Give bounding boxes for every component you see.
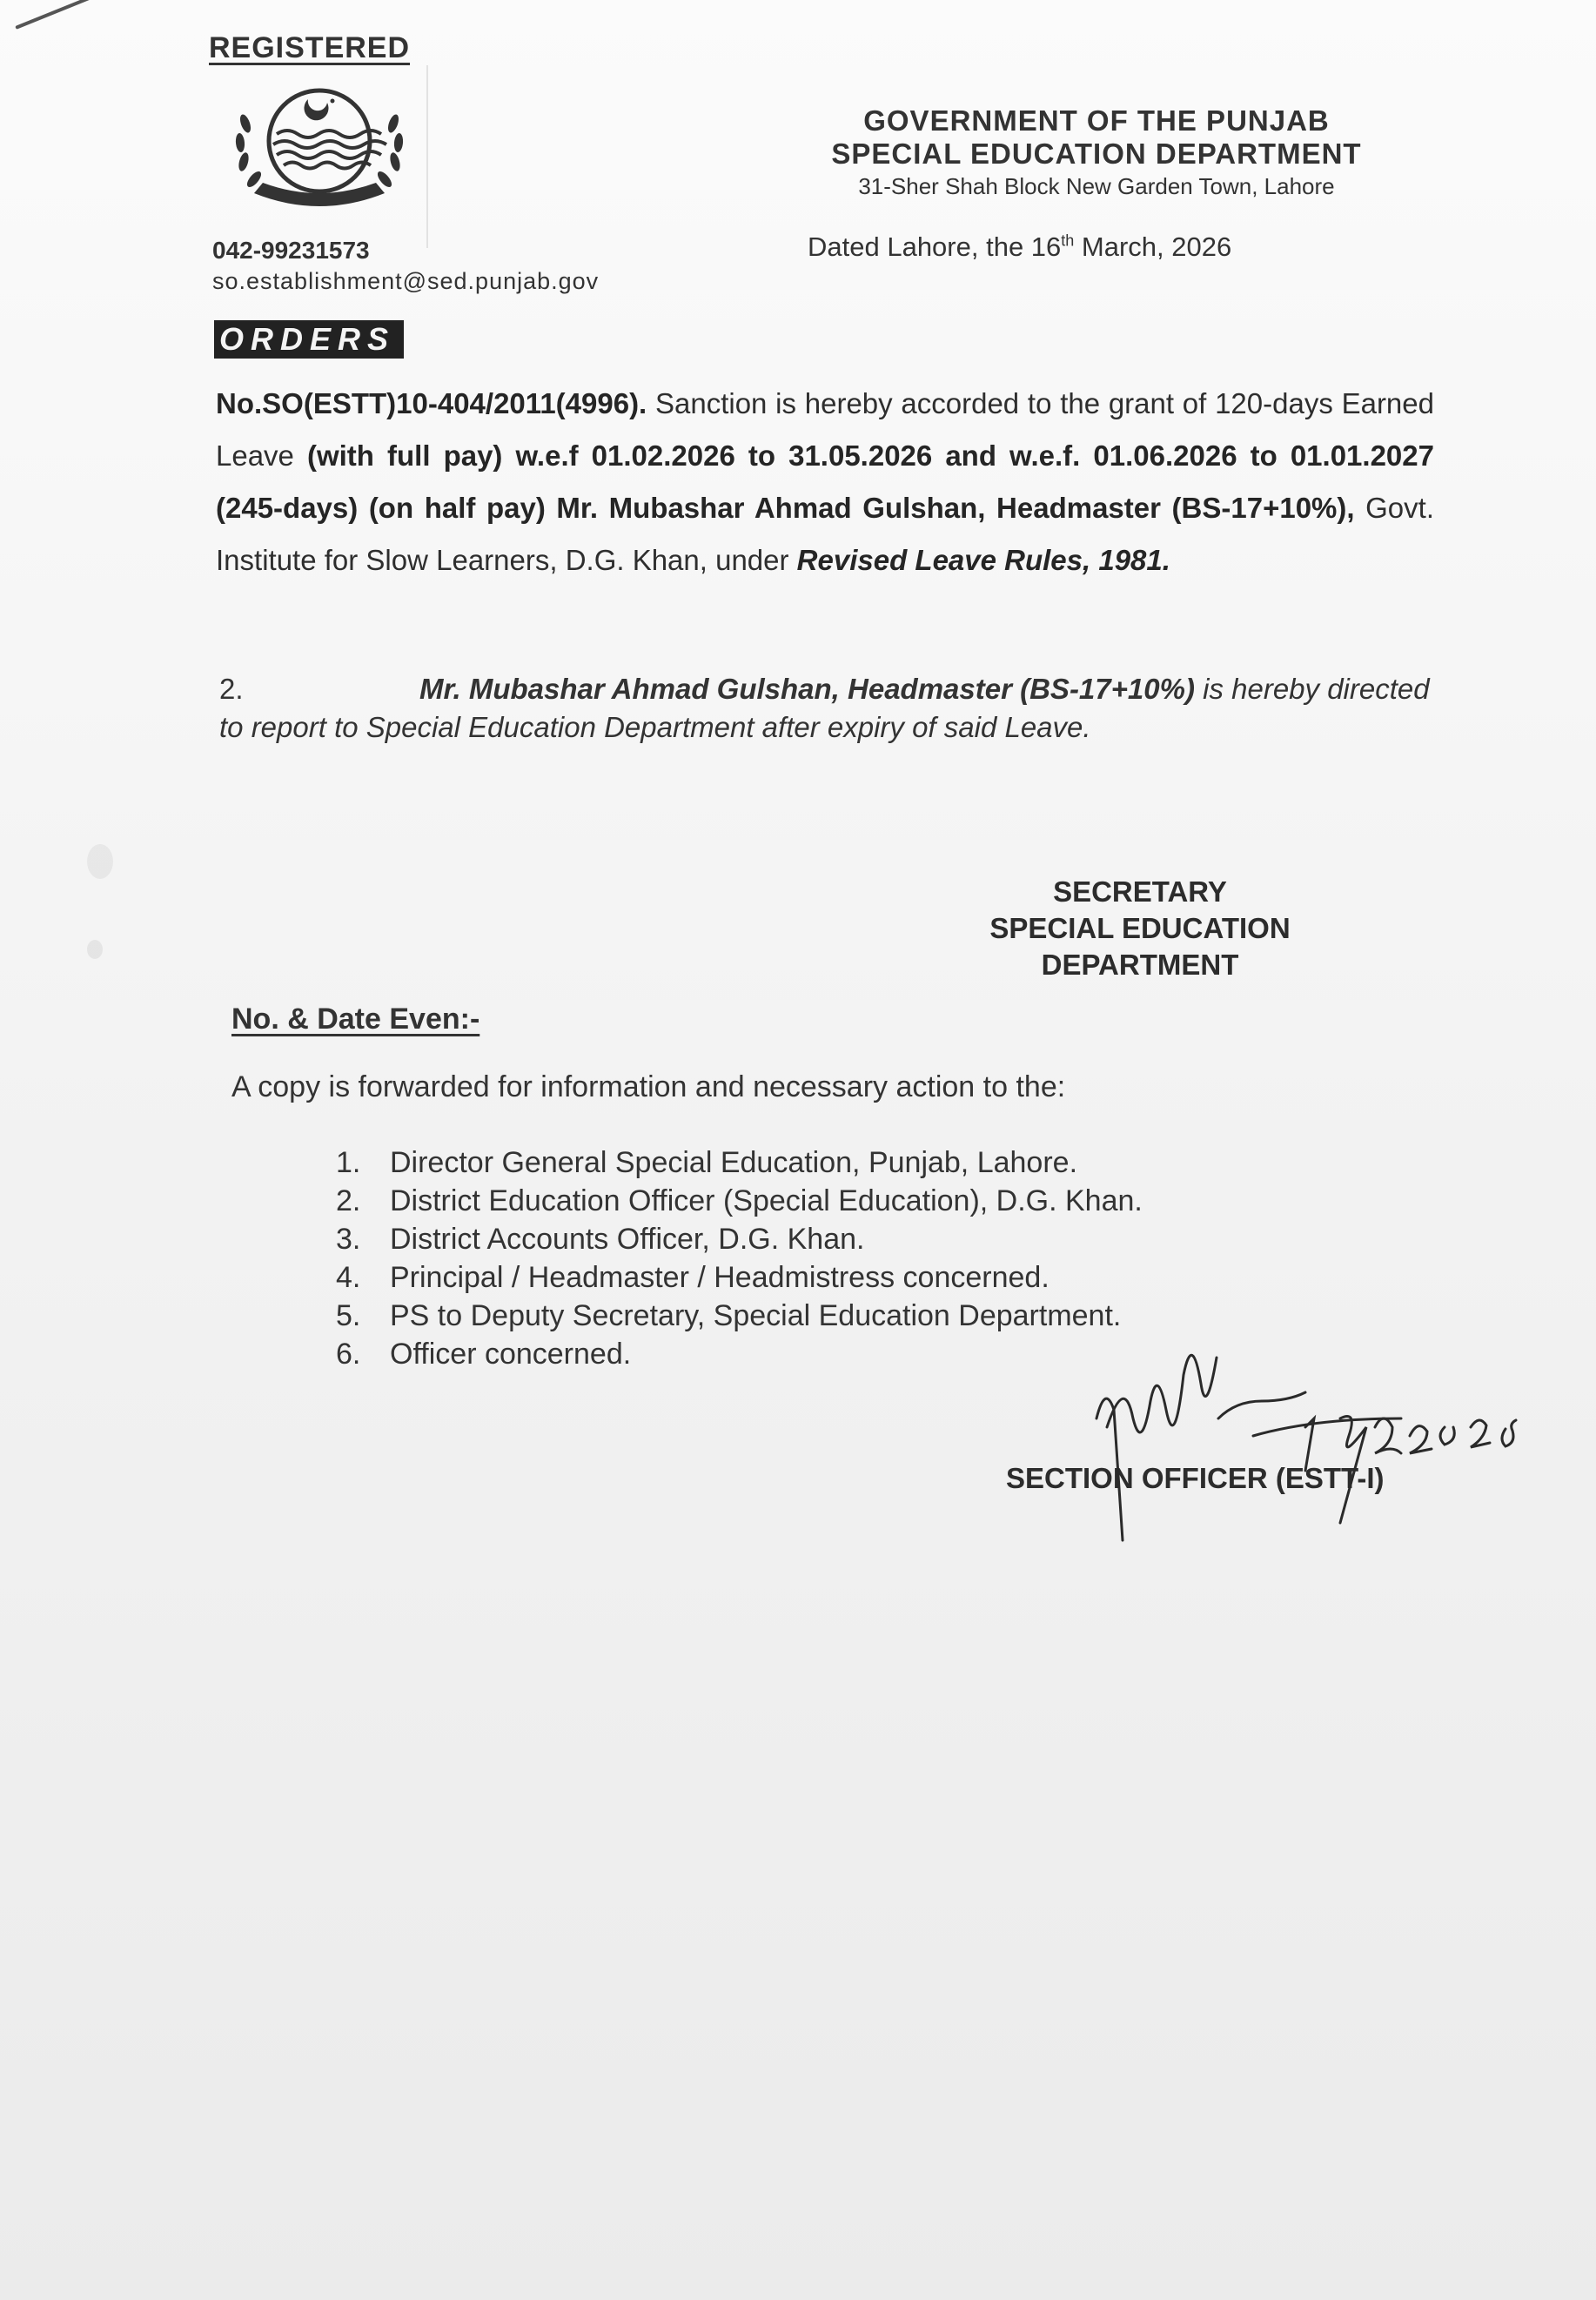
orders-heading: ORDERS (214, 320, 404, 359)
list-item: 4. Principal / Headmaster / Headmistress concerned. (336, 1261, 1049, 1294)
order-text-2: Govt. Institute for Slow Learners, D.G. Khan, under (216, 492, 1434, 576)
order-leave-details: (with full pay) w.e.f 01.02.2026 to 31.05.2026 and w.e.f. 01.06.2026 to 01.01.2027 (245-days) (on half pay) Mr. Mubashar Ahmad Gulshan, Headmaster (BS-17+10%), (216, 439, 1434, 524)
list-item: 2. District Education Officer (Special Education), D.G. Khan. (336, 1184, 1143, 1217)
secretary-signatory (922, 874, 1358, 983)
list-item: 6. Officer concerned. (336, 1338, 632, 1371)
copy-recipient-list (336, 1143, 1143, 1373)
directive-text: is hereby directed to report to Special Education Department after expiry of said Leave. (219, 673, 1430, 743)
handwritten-signature (1044, 1323, 1566, 1566)
order-reference: No.SO(ESTT)10-404/2011(4996). (216, 387, 647, 419)
dated-ordinal: th (1061, 231, 1075, 250)
secretary-line-2: SPECIAL EDUCATION (989, 912, 1291, 944)
secretary-line-1: SECRETARY (1053, 875, 1227, 908)
department-title: SPECIAL EDUCATION DEPARTMENT (831, 137, 1362, 170)
order-paragraph-2 (219, 670, 1446, 747)
officer-name: Mr. Mubashar Ahmad Gulshan, Headmaster (BS-17+10%) (419, 673, 1195, 705)
smudge (87, 940, 103, 959)
punjab-emblem-icon (219, 80, 419, 211)
dated-prefix: Dated Lahore, the 16 (808, 231, 1062, 262)
secretary-line-3: DEPARTMENT (1041, 949, 1239, 981)
no-date-even: No. & Date Even:- (231, 1002, 480, 1036)
smudge (87, 844, 113, 879)
section-officer-title: SECTION OFFICER (ESTT-I) (1006, 1462, 1385, 1494)
government-title: GOVERNMENT OF THE PUNJAB (863, 104, 1330, 137)
order-paragraph-1 (216, 378, 1434, 587)
letterhead (766, 104, 1427, 200)
divider (426, 65, 428, 248)
list-item: 3. District Accounts Officer, D.G. Khan. (336, 1223, 865, 1256)
list-item: 5. PS to Deputy Secretary, Special Education Department. (336, 1299, 1122, 1332)
registered-label: REGISTERED (209, 31, 411, 64)
pen-mark (15, 0, 104, 30)
copy-forward-text: A copy is forwarded for information and necessary action to the: (231, 1070, 1066, 1103)
email-address: so.establishment@sed.punjab.gov (212, 268, 600, 294)
dated-line (808, 231, 1231, 263)
order-rules: Revised Leave Rules, 1981. (796, 544, 1170, 576)
phone-number: 042-99231573 (212, 237, 370, 264)
order-text-1: Sanction is hereby accorded to the grant of 120-days Earned Leave (216, 387, 1434, 472)
paragraph-number: 2. (219, 673, 244, 705)
department-address: 31-Sher Shah Block New Garden Town, Lahore (858, 173, 1335, 199)
dated-suffix: March, 2026 (1074, 231, 1232, 262)
list-item: 1. Director General Special Education, Punjab, Lahore. (336, 1146, 1078, 1179)
